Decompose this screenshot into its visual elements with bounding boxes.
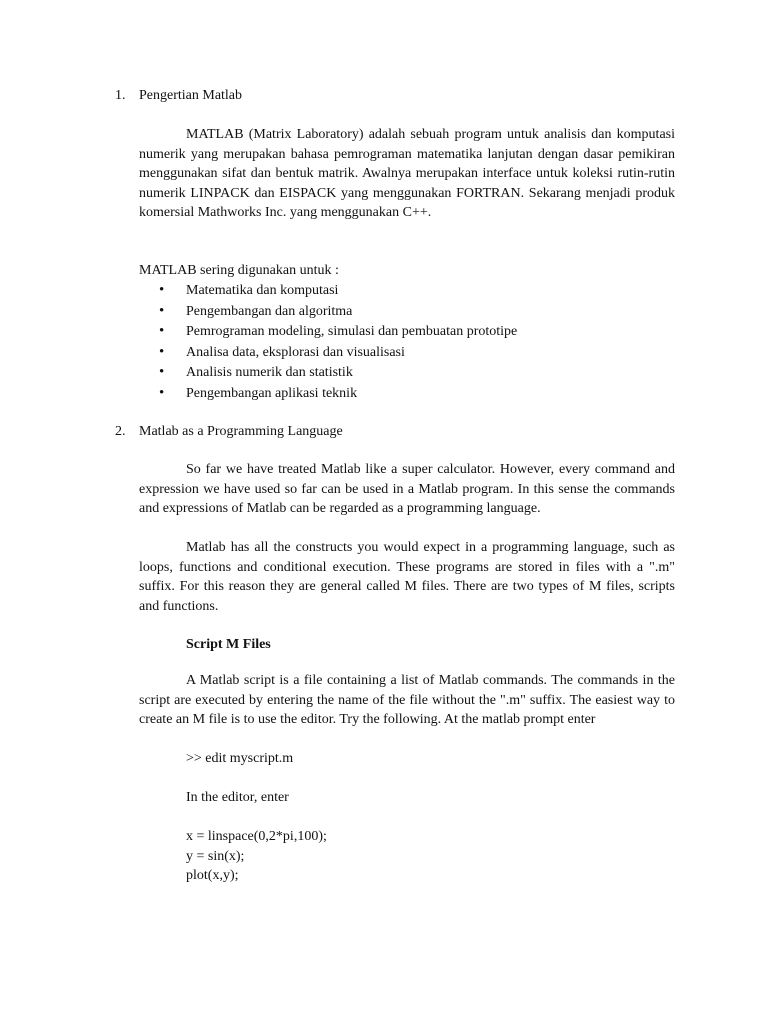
section-2-paragraph-3-text: A Matlab script is a file containing a list of Matlab commands. The commands in the script are executed by entering the name of the file without the ".m" suffix. The easiest way to create an M file is to use the editor. Try the following. At the matlab prompt enter <box>139 673 675 727</box>
section-2-title: Matlab as a Programming Language <box>139 424 343 439</box>
uses-list <box>139 281 517 405</box>
section-2-paragraph-3 <box>139 671 675 730</box>
section-1-title: Pengertian Matlab <box>139 88 243 103</box>
code-line-1: x = linspace(0,2*pi,100); <box>186 829 327 844</box>
list-item: • Pengembangan aplikasi teknik <box>139 384 517 405</box>
list-item: • Pengembangan dan algoritma <box>139 302 517 323</box>
edit-command: >> edit myscript.m <box>186 751 294 766</box>
uses-intro: MATLAB sering digunakan untuk : <box>139 263 339 278</box>
section-2-paragraph-2-text: Matlab has all the constructs you would expect in a programming language, such as loops, functions and conditional execution. These programs are stored in files with a ".m" suffix. For this reason they are general called M files. There are two types of M files, scripts and functions. <box>139 540 675 614</box>
list-item: • Matematika dan komputasi <box>139 281 517 302</box>
section-1-paragraph <box>139 125 675 223</box>
editor-note: In the editor, enter <box>186 790 289 805</box>
script-m-files-heading: Script M Files <box>186 637 271 652</box>
section-1-paragraph-text: MATLAB (Matrix Laboratory) adalah sebuah program untuk analisis dan komputasi numerik yang merupakan bahasa pemrograman matematika lanjutan dengan dasar pemikiran menggunakan sifat dan bentuk matrik. Awalnya merupakan interface untuk koleksi rutin-rutin numerik LINPACK dan EISPACK yang menggunakan FORTRAN. Sekarang menjadi produk komersial Mathworks Inc. yang menggunakan C++. <box>139 127 675 220</box>
list-item: • Pemrograman modeling, simulasi dan pembuatan prototipe <box>139 322 517 343</box>
section-2-heading <box>115 422 675 442</box>
section-2-paragraph-1-text: So far we have treated Matlab like a super calculator. However, every command and expression we have used so far can be used in a Matlab program. In this sense the commands and expressions of Matlab can be regarded as a programming language. <box>139 462 675 516</box>
section-1-number: 1. <box>115 88 126 103</box>
code-line-3: plot(x,y); <box>186 868 239 883</box>
section-2-number: 2. <box>115 424 126 439</box>
section-2-paragraph-1 <box>139 460 675 519</box>
section-2-paragraph-2 <box>139 538 675 616</box>
list-item: • Analisis numerik dan statistik <box>139 363 517 384</box>
list-item: • Analisa data, eksplorasi dan visualisasi <box>139 343 517 364</box>
code-line-2: y = sin(x); <box>186 849 245 864</box>
section-1-heading <box>115 86 675 106</box>
